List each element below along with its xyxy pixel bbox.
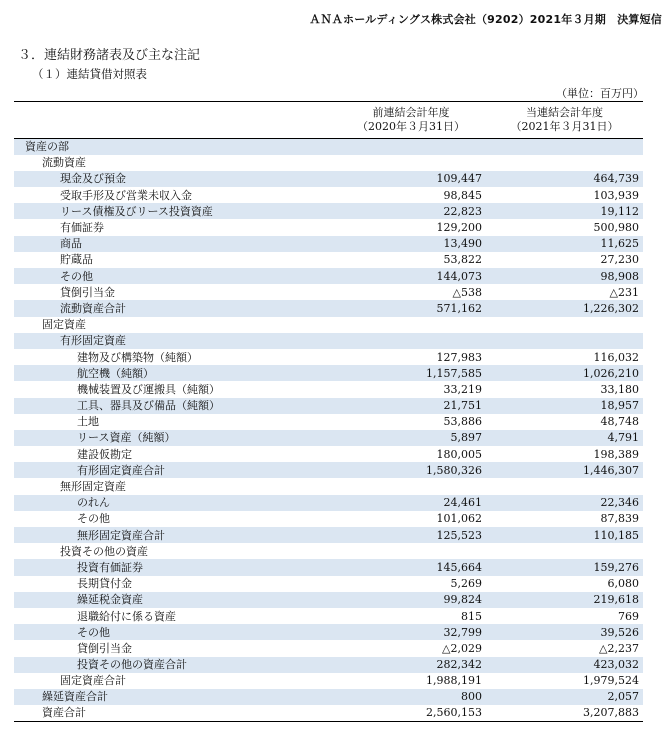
current-year-value: 500,980 [593,221,639,235]
current-year-date: （2021年３月31日） [510,120,619,133]
prior-year-value: 5,269 [450,577,482,591]
prior-year-value: 53,886 [443,415,482,429]
row-label: 航空機（純額） [14,365,336,381]
current-year-value: 11,625 [486,236,643,252]
table-row [14,349,643,365]
current-year-value: 110,185 [486,527,643,543]
current-year-value: 39,526 [486,624,643,640]
table-row [14,527,643,543]
row-label: 貯蔵品 [60,253,93,267]
prior-year-value: 571,162 [336,300,486,316]
current-year-column-header [486,102,643,139]
prior-year-value: 180,005 [436,447,482,461]
label-column-header [14,102,336,139]
current-year-value: 2,057 [486,689,643,705]
table-row [14,333,643,349]
row-label: 有形固定資産合計 [14,462,336,478]
prior-year-value: △2,029 [442,641,482,655]
table-row [14,478,643,494]
prior-year-value: 22,823 [336,203,486,219]
table-body [14,139,643,722]
row-label: 貸倒引当金 [77,641,132,655]
row-label: 長期貸付金 [77,577,132,591]
current-year-value [486,333,643,349]
prior-year-value: 1,988,191 [426,674,482,688]
prior-year-label: 前連結会計年度 [372,106,450,119]
prior-year-value: 99,824 [336,592,486,608]
current-year-value: △2,237 [599,641,639,655]
table-row [14,495,643,511]
current-year-value: 18,957 [486,398,643,414]
prior-year-column-header [336,102,486,139]
current-year-value: 3,207,883 [486,705,643,721]
prior-year-value: 1,580,326 [336,462,486,478]
prior-year-value: 53,822 [443,253,482,267]
current-year-value: 769 [618,609,639,623]
table-row [14,657,643,673]
prior-year-value [336,139,486,155]
current-year-value [486,478,643,494]
current-year-label: 当連結会計年度 [526,106,603,119]
table-row [14,171,643,187]
row-label: 投資その他の資産合計 [14,657,336,673]
row-label: 固定資産合計 [60,674,126,688]
table-row [14,414,643,430]
table-row [14,430,643,446]
current-year-value: 6,080 [607,577,639,591]
prior-year-value [336,317,486,333]
row-label: 資産の部 [14,139,336,155]
prior-year-value: 33,219 [443,382,482,396]
row-label: その他 [14,268,336,284]
prior-year-value: 109,447 [336,171,486,187]
table-row [14,576,643,592]
row-label: 有形固定資産 [14,333,336,349]
row-label: 有価証券 [60,221,104,235]
row-label: その他 [77,512,110,526]
table-row [14,511,643,527]
prior-year-value [336,478,486,494]
row-label: 受取手形及び営業未収入金 [60,188,192,202]
table-row [14,689,643,705]
row-label: 退職給付に係る資産 [77,609,176,623]
current-year-value [486,317,643,333]
table-row [14,284,643,300]
row-label: 繰延資産合計 [14,689,336,705]
current-year-value: 27,230 [600,253,639,267]
row-label: 無形固定資産合計 [14,527,336,543]
current-year-value: 22,346 [486,495,643,511]
row-label: 貸倒引当金 [60,285,115,299]
table-row [14,624,643,640]
row-label: 繰延税金資産 [14,592,336,608]
table-row [14,203,643,219]
table-row [14,705,643,721]
prior-year-value: 144,073 [336,268,486,284]
prior-year-value [336,543,486,559]
table-header-row [14,102,643,139]
prior-year-value: 127,983 [436,350,482,364]
current-year-value: 1,979,524 [583,674,639,688]
table-row [14,462,643,478]
row-label: 投資有価証券 [14,559,336,575]
prior-year-value: 32,799 [336,624,486,640]
current-year-value: 1,226,302 [486,300,643,316]
current-year-value [486,543,643,559]
current-year-value: 116,032 [593,350,639,364]
table-row [14,543,643,559]
row-label: 固定資産 [42,318,86,332]
prior-year-value: 5,897 [336,430,486,446]
row-label: のれん [14,495,336,511]
row-label: 投資その他の資産 [60,544,148,558]
prior-year-value [336,333,486,349]
table-row [14,640,643,656]
table-row [14,559,643,575]
prior-year-value: 129,200 [436,221,482,235]
row-label: 工具、器具及び備品（純額） [14,398,336,414]
current-year-value: 198,389 [593,447,639,461]
row-label: 機械装置及び運搬具（純額） [77,382,220,396]
current-year-value: 1,446,307 [486,462,643,478]
current-year-value: 4,791 [486,430,643,446]
current-year-value: 33,180 [600,382,639,396]
row-label: リース債権及びリース投資資産 [14,203,336,219]
current-year-value [486,155,643,171]
current-year-value: △231 [609,285,639,299]
prior-year-value: 24,461 [336,495,486,511]
table-row [14,219,643,235]
balance-sheet-table [14,101,643,722]
row-label: リース資産（純額） [14,430,336,446]
prior-year-value: 282,342 [336,657,486,673]
prior-year-value: 21,751 [336,398,486,414]
table-row [14,381,643,397]
prior-year-value: 125,523 [336,527,486,543]
prior-year-value [336,155,486,171]
table-row [14,300,643,316]
row-label: 土地 [77,415,99,429]
prior-year-value: △538 [452,285,482,299]
current-year-value: 87,839 [600,512,639,526]
section-title: ３．連結財務諸表及び主な注記 [18,48,201,63]
row-label: 現金及び預金 [14,171,336,187]
table-row [14,155,643,171]
table-row [14,446,643,462]
prior-year-value: 101,062 [436,512,482,526]
row-label: その他 [14,624,336,640]
current-year-value: 98,908 [486,268,643,284]
current-year-value: 423,032 [486,657,643,673]
table-row [14,365,643,381]
row-label: 流動資産合計 [14,300,336,316]
table-row [14,673,643,689]
prior-year-value: 1,157,585 [336,365,486,381]
unit-label: （単位：百万円） [556,87,644,100]
row-label: 流動資産 [42,156,86,170]
row-label: 建物及び構築物（純額） [77,350,198,364]
document-header: ＡＮＡホールディングス株式会社（9202）2021年３月期 決算短信 [309,13,662,26]
prior-year-value: 13,490 [336,236,486,252]
prior-year-value: 815 [461,609,482,623]
table-row [14,187,643,203]
table-row [14,139,643,155]
table-row [14,398,643,414]
prior-year-value: 2,560,153 [336,705,486,721]
prior-year-date: （2020年３月31日） [357,120,465,133]
prior-year-value: 145,664 [336,559,486,575]
current-year-value: 48,748 [600,415,639,429]
current-year-value [486,139,643,155]
subsection-title: （１）連結貸借対照表 [32,67,147,81]
row-label: 資産合計 [14,705,336,721]
current-year-value: 464,739 [486,171,643,187]
row-label: 無形固定資産 [60,480,126,494]
table-row [14,236,643,252]
current-year-value: 1,026,210 [486,365,643,381]
table-row [14,592,643,608]
table-row [14,252,643,268]
row-label: 商品 [14,236,336,252]
current-year-value: 219,618 [486,592,643,608]
table-row [14,268,643,284]
prior-year-value: 800 [336,689,486,705]
table-row [14,317,643,333]
prior-year-value: 98,845 [443,188,482,202]
current-year-value: 103,939 [593,188,639,202]
current-year-value: 159,276 [486,559,643,575]
current-year-value: 19,112 [486,203,643,219]
table-row [14,608,643,624]
row-label: 建設仮勘定 [77,447,132,461]
